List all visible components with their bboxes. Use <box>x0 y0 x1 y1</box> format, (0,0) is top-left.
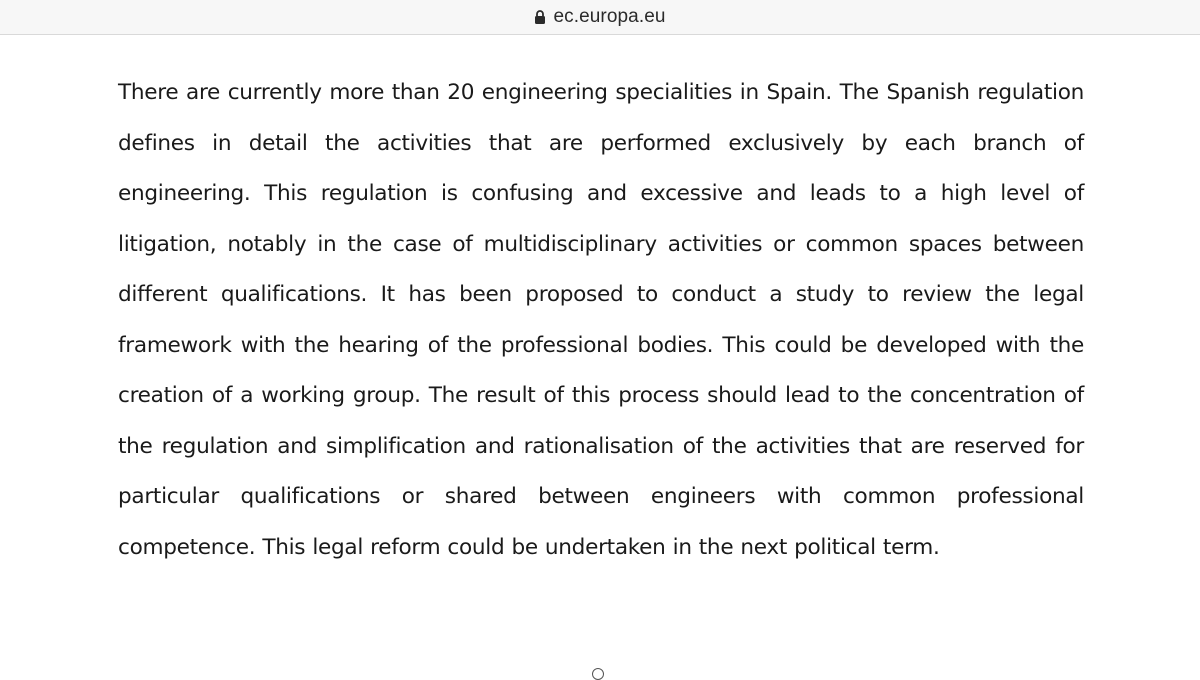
url-text[interactable]: ec.europa.eu <box>553 6 666 27</box>
lock-icon <box>534 10 546 24</box>
address-bar[interactable] <box>0 0 1200 35</box>
document-paragraph: There are currently more than 20 engineering specialities in Spain. The Spanish regulation defines in detail the activities that are performed exclusively by each branch of engineering. This regulation is confusing and excessive and leads to a high level of litigation, notably in the case of multidisciplinary activities or common spaces between different qualifications. It has been proposed to conduct a study to review the legal framework with the hearing of the professional bodies. This could be developed with the creation of a working group. The result of this process should lead to the concentration of the regulation and simplification and rationalisation of the activities that are reserved for particular qualifications or shared between engineers with common professional competence. This legal reform could be undertaken in the next political term. <box>118 80 1084 560</box>
page-indicator-icon <box>592 668 604 680</box>
